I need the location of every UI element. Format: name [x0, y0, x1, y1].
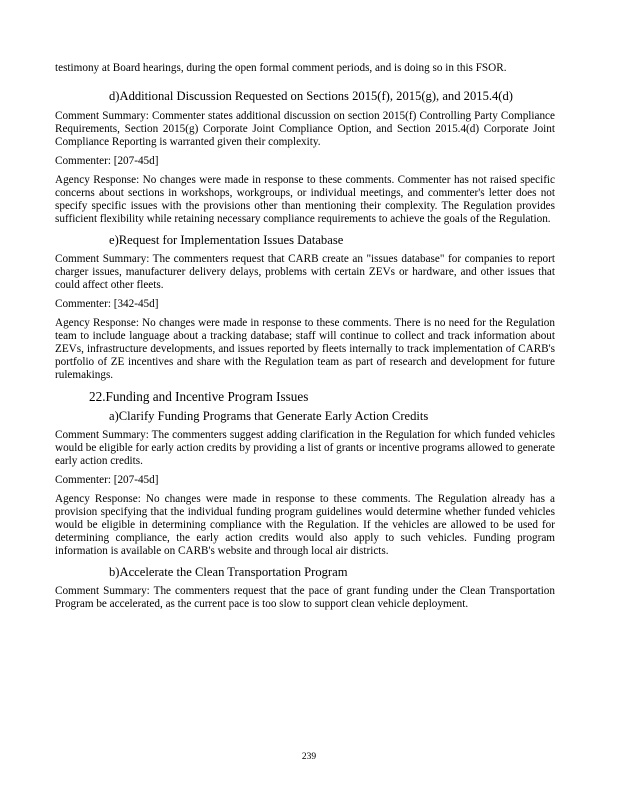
- heading-e: e)Request for Implementation Issues Database: [109, 233, 344, 247]
- comment-summary-d: Comment Summary: Commenter states additional discussion on section 2015(f) Controlling Party Compliance Requirements, Section 2015(g) Corporate Joint Compliance Option, and Section 2015.4(d) Corporate Joint Compliance Reporting is warranted given their complexity.: [55, 110, 555, 148]
- heading-d: d)Additional Discussion Requested on Sections 2015(f), 2015(g), and 2015.4(d): [109, 89, 513, 103]
- heading-22: 22.Funding and Incentive Program Issues: [89, 389, 309, 404]
- comment-summary-22a: Comment Summary: The commenters suggest adding clarification in the Regulation for which funded vehicles would be eligible for early action credits by providing a list of grants or incentive programs allowed to generate early action credits.: [55, 429, 555, 467]
- comment-summary-e: Comment Summary: The commenters request that CARB create an "issues database" for companies to report charger issues, manufacturer delivery delays, problems with certain ZEVs or hardware, and other issues that could affect other fleets.: [55, 253, 555, 291]
- page-number: 239: [301, 752, 317, 762]
- agency-response-22a: Agency Response: No changes were made in response to these comments. The Regulation already has a provision specifying that the individual funding program guidelines would determine whether funded vehicles would be eligible in determining compliance with the Regulation. If the vehicles are allowed to be used for determining compliance, the early action credits would also apply to such vehicles. Funding program information is available on CARB's website and through local air districts.: [55, 493, 555, 557]
- heading-22a: a)Clarify Funding Programs that Generate Early Action Credits: [109, 409, 429, 423]
- commenter-22a: Commenter: [207-45d]: [55, 474, 159, 486]
- agency-response-d: Agency Response: No changes were made in response to these comments. Commenter has not raised specific concerns about sections in workshops, workgroups, or individual meetings, and commenter's letter does not specify specific issues with the provisions other than mentioning their complexity. The Regulation provides sufficient flexibility while retaining necessary compliance requirements to achieve the goals of the Regulation.: [55, 174, 555, 225]
- continuation-paragraph: testimony at Board hearings, during the open formal comment periods, and is doing so in this FSOR.: [55, 62, 507, 74]
- commenter-d: Commenter: [207-45d]: [55, 155, 159, 167]
- commenter-e: Commenter: [342-45d]: [55, 298, 159, 310]
- heading-22b: b)Accelerate the Clean Transportation Program: [109, 565, 348, 579]
- agency-response-e: Agency Response: No changes were made in response to these comments. There is no need for the Regulation team to include language about a tracking database; staff will continue to collect and track information about ZEVs, infrastructure developments, and issues reported by fleets internally to track implementation of CARB's portfolio of ZE incentives and share with the Regulation team as part of research and development for future rulemakings.: [55, 317, 555, 381]
- comment-summary-22b: Comment Summary: The commenters request that the pace of grant funding under the Clean Transportation Program be accelerated, as the current pace is too slow to support clean vehicle deployment.: [55, 585, 555, 610]
- page-content: [55, 62, 555, 617]
